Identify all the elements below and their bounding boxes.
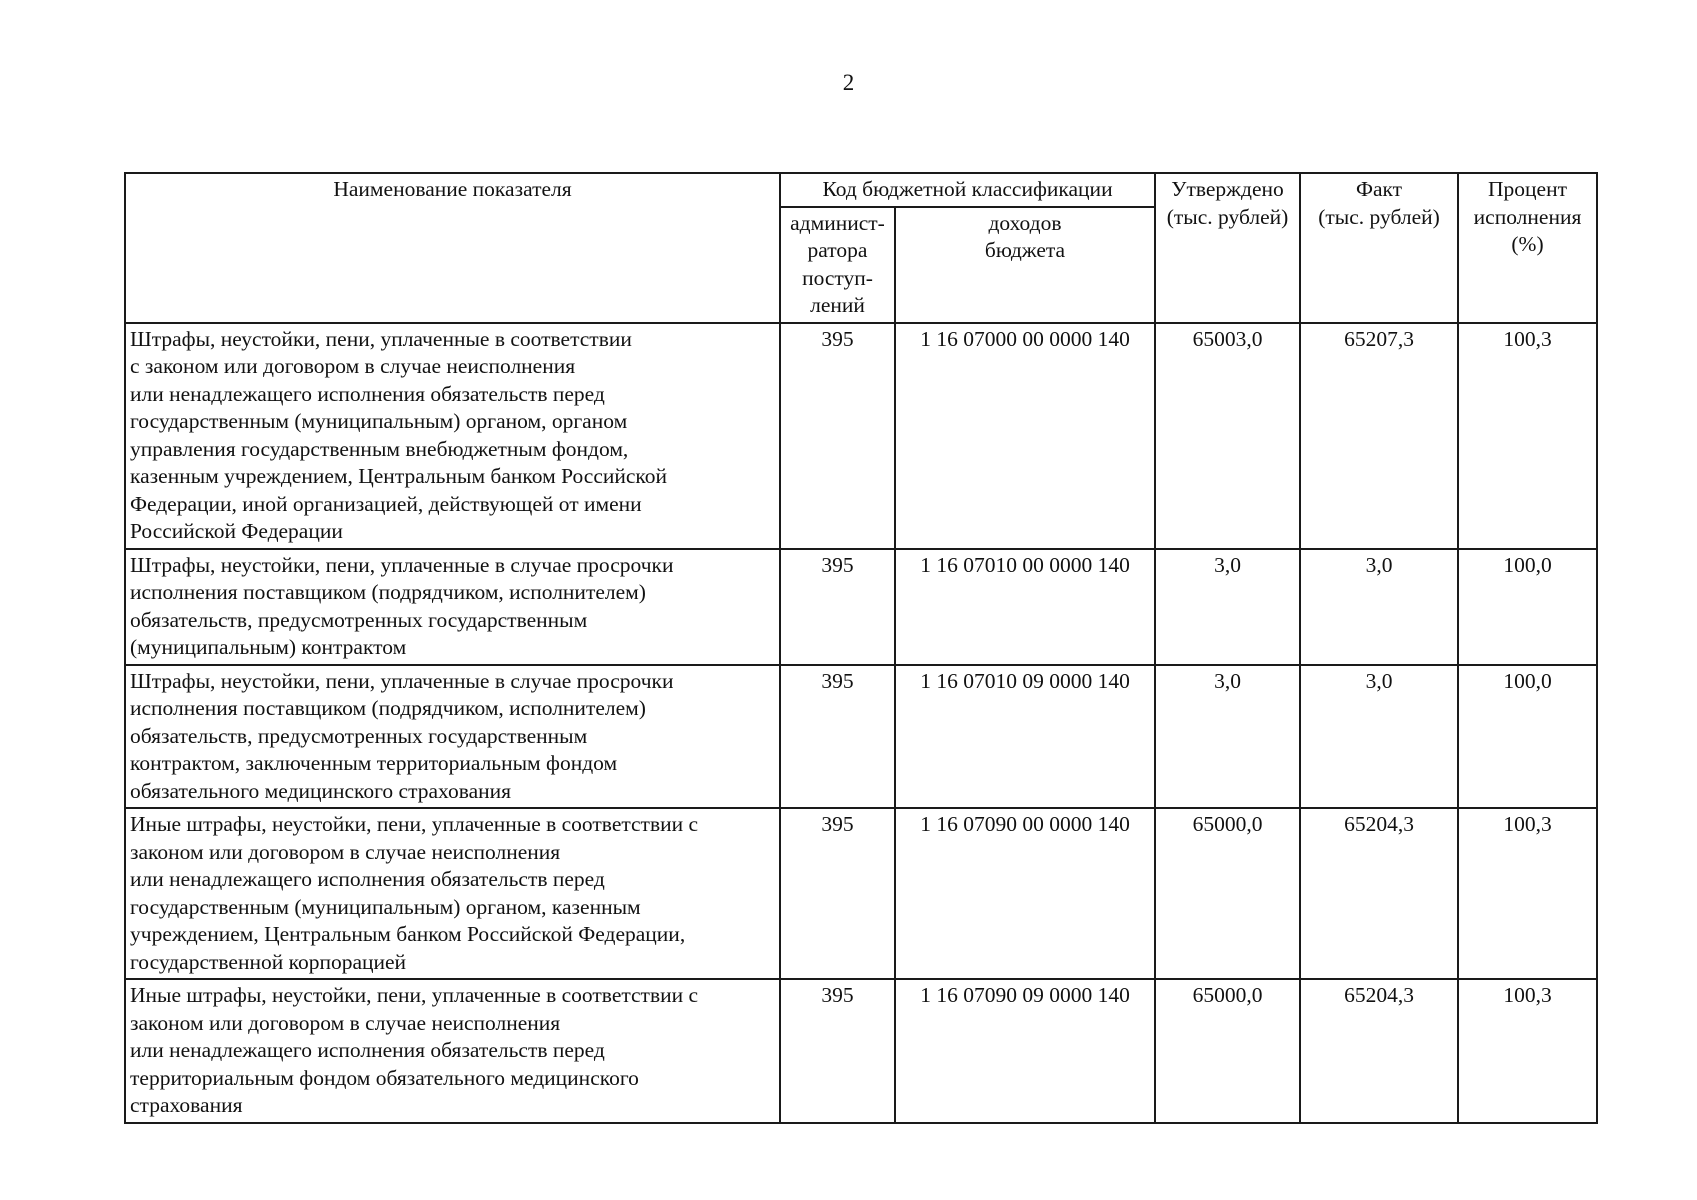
- table-row: [125, 549, 1597, 665]
- table-row: [125, 808, 1597, 979]
- cell-revenue-code: 1 16 07000 00 0000 140: [895, 323, 1155, 549]
- cell-fact: 65204,3: [1300, 808, 1458, 979]
- cell-percent: 100,3: [1458, 979, 1597, 1123]
- cell-revenue-code: 1 16 07090 09 0000 140: [895, 979, 1155, 1123]
- cell-percent: 100,3: [1458, 808, 1597, 979]
- cell-revenue-code: 1 16 07010 09 0000 140: [895, 665, 1155, 809]
- cell-percent: 100,0: [1458, 549, 1597, 665]
- header-percent: Процент исполнения (%): [1458, 173, 1597, 323]
- cell-fact: 65204,3: [1300, 979, 1458, 1123]
- cell-approved: 65000,0: [1155, 979, 1300, 1123]
- cell-approved: 65003,0: [1155, 323, 1300, 549]
- cell-approved: 3,0: [1155, 665, 1300, 809]
- table-row: [125, 323, 1597, 549]
- header-approved: Утверждено (тыс. рублей): [1155, 173, 1300, 323]
- cell-fact: 65207,3: [1300, 323, 1458, 549]
- header-administrator: админист- ратора поступ- лений: [780, 207, 895, 323]
- header-row-1: [125, 173, 1597, 207]
- table-row: [125, 665, 1597, 809]
- header-fact: Факт (тыс. рублей): [1300, 173, 1458, 323]
- cell-fact: 3,0: [1300, 549, 1458, 665]
- cell-approved: 3,0: [1155, 549, 1300, 665]
- cell-name: Штрафы, неустойки, пени, уплаченные в соответствии с законом или договором в случае неисполнения или ненадлежащего исполнения обязательств перед государственным (муниципальным) органом, органом управления государственным внебюджетным фондом, казенным учреждением, Центральным банком Российской Федерации, иной организацией, действующей от имени Российской Федерации: [125, 323, 780, 549]
- cell-administrator-code: 395: [780, 665, 895, 809]
- revenue-table: [124, 172, 1598, 1124]
- cell-name: Иные штрафы, неустойки, пени, уплаченные в соответствии с законом или договором в случае неисполнения или ненадлежащего исполнения обязательств перед территориальным фондом обязательного медицинского страхования: [125, 979, 780, 1123]
- table-header: [125, 173, 1597, 323]
- table-row: [125, 979, 1597, 1123]
- cell-fact: 3,0: [1300, 665, 1458, 809]
- header-name: Наименование показателя: [125, 173, 780, 323]
- cell-percent: 100,0: [1458, 665, 1597, 809]
- cell-administrator-code: 395: [780, 808, 895, 979]
- page-number: 2: [842, 70, 855, 95]
- cell-name: Штрафы, неустойки, пени, уплаченные в случае просрочки исполнения поставщиком (подрядчиком, исполнителем) обязательств, предусмотренных государственным контрактом, заключенным территориальным фондом обязательного медицинского страхования: [125, 665, 780, 809]
- table-body: [125, 323, 1597, 1123]
- cell-administrator-code: 395: [780, 979, 895, 1123]
- cell-approved: 65000,0: [1155, 808, 1300, 979]
- header-revenue: доходов бюджета: [895, 207, 1155, 323]
- cell-administrator-code: 395: [780, 323, 895, 549]
- cell-revenue-code: 1 16 07010 00 0000 140: [895, 549, 1155, 665]
- cell-administrator-code: 395: [780, 549, 895, 665]
- header-budget-code: Код бюджетной классификации: [780, 173, 1155, 207]
- cell-name: Иные штрафы, неустойки, пени, уплаченные в соответствии с законом или договором в случае неисполнения или ненадлежащего исполнения обязательств перед государственным (муниципальным) органом, казенным учреждением, Центральным банком Российской Федерации, государственной корпорацией: [125, 808, 780, 979]
- cell-name: Штрафы, неустойки, пени, уплаченные в случае просрочки исполнения поставщиком (подрядчиком, исполнителем) обязательств, предусмотренных государственным (муниципальным) контрактом: [125, 549, 780, 665]
- cell-percent: 100,3: [1458, 323, 1597, 549]
- cell-revenue-code: 1 16 07090 00 0000 140: [895, 808, 1155, 979]
